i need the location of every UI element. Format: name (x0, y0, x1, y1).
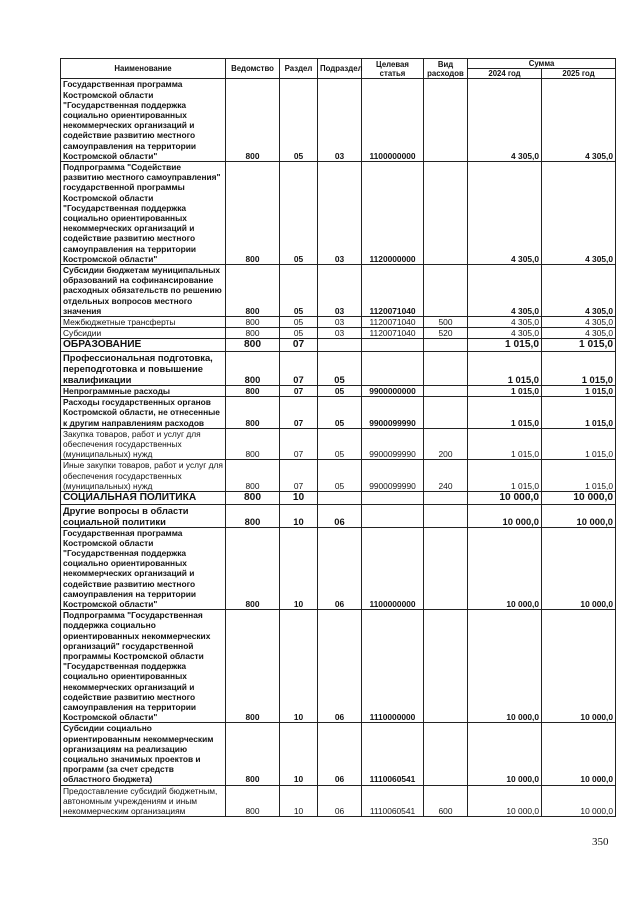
row-department-cell: 800 (226, 317, 280, 328)
row-department-cell: 800 (226, 785, 280, 817)
row-department-cell: 800 (226, 328, 280, 339)
row-section-cell: 05 (280, 162, 318, 265)
row-amount-2024-cell: 10 000,0 (468, 504, 542, 527)
row-target-cell: 9900099990 (362, 460, 424, 492)
row-subsection-cell: 05 (318, 397, 362, 429)
row-expense-type-cell: 500 (424, 317, 468, 328)
row-section-cell: 10 (280, 723, 318, 785)
row-amount-2024-cell: 1 015,0 (468, 339, 542, 352)
row-expense-type-cell (424, 492, 468, 505)
row-section-cell: 05 (280, 265, 318, 317)
row-section-cell: 10 (280, 610, 318, 723)
row-name-cell: Субсидии социально ориентированным некоммерческим организациям на реализацию социально значимых проектов и программ (за счет средств областного бюджета) (61, 723, 226, 785)
row-subsection-cell: 03 (318, 162, 362, 265)
page-number: 350 (592, 836, 609, 848)
row-department-cell: 800 (226, 723, 280, 785)
row-department-cell: 800 (226, 527, 280, 610)
row-name-cell: Государственная программа Костромской области "Государственная поддержка социально ориентированных некоммерческих организаций и содействие развитию местного самоуправления на территории Костромской области" (61, 527, 226, 610)
row-amount-2024-cell: 4 305,0 (468, 79, 542, 162)
row-department-cell: 800 (226, 504, 280, 527)
row-department-cell: 800 (226, 397, 280, 429)
row-section-cell: 07 (280, 339, 318, 352)
row-amount-2024-cell: 4 305,0 (468, 317, 542, 328)
row-name-cell: Подпрограмма "Государственная поддержка социально ориентированных некоммерческих организаций" государственной программы Костромской области "Государственная поддержка социально ориентированных некоммерческих организаций и содействие развитию местного самоуправления на территории Костромской области" (61, 610, 226, 723)
row-amount-2024-cell: 1 015,0 (468, 460, 542, 492)
row-expense-type-cell (424, 397, 468, 429)
table-row (61, 162, 616, 265)
header-sum: Сумма (468, 59, 616, 69)
row-target-cell (362, 339, 424, 352)
row-section-cell: 07 (280, 428, 318, 460)
row-amount-2024-cell: 10 000,0 (468, 785, 542, 817)
header-year-2025: 2025 год (542, 69, 616, 79)
row-subsection-cell: 05 (318, 351, 362, 385)
header-target: Целевая статья (362, 59, 424, 79)
row-amount-2025-cell: 10 000,0 (542, 527, 616, 610)
header-department: Ведомство (226, 59, 280, 79)
row-name-cell: Межбюджетные трансферты (61, 317, 226, 328)
row-amount-2024-cell: 4 305,0 (468, 328, 542, 339)
table-row (61, 492, 616, 505)
row-amount-2025-cell: 10 000,0 (542, 492, 616, 505)
row-target-cell: 9900000000 (362, 385, 424, 396)
row-name-cell: Непрограммные расходы (61, 385, 226, 396)
row-name-cell: Закупка товаров, работ и услуг для обеспечения государственных (муниципальных) нужд (61, 428, 226, 460)
row-section-cell: 05 (280, 317, 318, 328)
table-row (61, 527, 616, 610)
row-name-cell: Расходы государственных органов Костромской области, не отнесенные к другим направлениям расходов (61, 397, 226, 429)
row-subsection-cell: 03 (318, 265, 362, 317)
table-row (61, 785, 616, 817)
row-name-cell: Иные закупки товаров, работ и услуг для обеспечения государственных (муниципальных) нужд (61, 460, 226, 492)
header-subsection: Подраздел (318, 59, 362, 79)
row-amount-2024-cell: 1 015,0 (468, 428, 542, 460)
row-amount-2025-cell: 4 305,0 (542, 162, 616, 265)
row-expense-type-cell (424, 527, 468, 610)
row-expense-type-cell (424, 79, 468, 162)
row-amount-2025-cell: 1 015,0 (542, 339, 616, 352)
row-subsection-cell: 06 (318, 723, 362, 785)
row-target-cell: 1120071040 (362, 328, 424, 339)
row-section-cell: 10 (280, 785, 318, 817)
row-subsection-cell: 05 (318, 385, 362, 396)
row-section-cell: 07 (280, 351, 318, 385)
row-department-cell: 800 (226, 265, 280, 317)
row-subsection-cell: 03 (318, 79, 362, 162)
row-expense-type-cell (424, 610, 468, 723)
row-amount-2025-cell: 1 015,0 (542, 460, 616, 492)
row-subsection-cell: 06 (318, 527, 362, 610)
row-expense-type-cell: 200 (424, 428, 468, 460)
budget-table (60, 58, 616, 817)
row-expense-type-cell (424, 723, 468, 785)
row-name-cell: Государственная программа Костромской области "Государственная поддержка социально ориентированных некоммерческих организаций и содействие развитию местного самоуправления на территории Костромской области" (61, 79, 226, 162)
row-amount-2024-cell: 10 000,0 (468, 723, 542, 785)
row-amount-2025-cell: 10 000,0 (542, 504, 616, 527)
header-expense-type: Вид расходов (424, 59, 468, 79)
table-row (61, 265, 616, 317)
header-name: Наименование (61, 59, 226, 79)
header-row (61, 59, 616, 69)
row-department-cell: 800 (226, 79, 280, 162)
row-department-cell: 800 (226, 610, 280, 723)
row-target-cell: 1100000000 (362, 527, 424, 610)
row-name-cell: ОБРАЗОВАНИЕ (61, 339, 226, 352)
row-target-cell: 9900099990 (362, 428, 424, 460)
row-subsection-cell (318, 492, 362, 505)
row-amount-2025-cell: 1 015,0 (542, 351, 616, 385)
table-row (61, 460, 616, 492)
table-row (61, 385, 616, 396)
row-target-cell (362, 492, 424, 505)
table-row (61, 504, 616, 527)
row-amount-2025-cell: 4 305,0 (542, 265, 616, 317)
row-target-cell: 1120071040 (362, 317, 424, 328)
row-target-cell: 1120071040 (362, 265, 424, 317)
table-row (61, 397, 616, 429)
table-row (61, 428, 616, 460)
row-expense-type-cell (424, 265, 468, 317)
row-amount-2025-cell: 10 000,0 (542, 610, 616, 723)
row-target-cell: 1110060541 (362, 723, 424, 785)
row-target-cell: 1110060541 (362, 785, 424, 817)
row-subsection-cell (318, 339, 362, 352)
row-name-cell: Субсидии бюджетам муниципальных образований на софинансирование расходных обязательств по решению отдельных вопросов местного значения (61, 265, 226, 317)
row-target-cell (362, 504, 424, 527)
row-department-cell: 800 (226, 492, 280, 505)
row-amount-2024-cell: 4 305,0 (468, 162, 542, 265)
row-amount-2025-cell: 1 015,0 (542, 385, 616, 396)
row-subsection-cell: 03 (318, 317, 362, 328)
row-target-cell: 9900099990 (362, 397, 424, 429)
row-section-cell: 07 (280, 460, 318, 492)
row-expense-type-cell (424, 385, 468, 396)
row-section-cell: 05 (280, 79, 318, 162)
row-expense-type-cell (424, 504, 468, 527)
row-section-cell: 10 (280, 527, 318, 610)
row-section-cell: 05 (280, 328, 318, 339)
row-name-cell: Другие вопросы в области социальной политики (61, 504, 226, 527)
row-subsection-cell: 03 (318, 328, 362, 339)
row-amount-2025-cell: 10 000,0 (542, 723, 616, 785)
row-department-cell: 800 (226, 351, 280, 385)
row-amount-2025-cell: 1 015,0 (542, 397, 616, 429)
row-expense-type-cell (424, 339, 468, 352)
row-section-cell: 10 (280, 504, 318, 527)
row-amount-2024-cell: 4 305,0 (468, 265, 542, 317)
row-subsection-cell: 05 (318, 460, 362, 492)
row-department-cell: 800 (226, 162, 280, 265)
row-name-cell: Предоставление субсидий бюджетным, автономным учреждениям и иным некоммерческим организациям (61, 785, 226, 817)
row-target-cell (362, 351, 424, 385)
table-row (61, 328, 616, 339)
row-amount-2025-cell: 4 305,0 (542, 79, 616, 162)
row-target-cell: 1120000000 (362, 162, 424, 265)
table-row (61, 351, 616, 385)
row-amount-2025-cell: 1 015,0 (542, 428, 616, 460)
table-row (61, 79, 616, 162)
row-department-cell: 800 (226, 428, 280, 460)
row-amount-2024-cell: 1 015,0 (468, 351, 542, 385)
row-department-cell: 800 (226, 460, 280, 492)
table-row (61, 339, 616, 352)
row-expense-type-cell: 240 (424, 460, 468, 492)
row-target-cell: 1100000000 (362, 79, 424, 162)
row-target-cell: 1110000000 (362, 610, 424, 723)
table-row (61, 610, 616, 723)
row-department-cell: 800 (226, 339, 280, 352)
row-subsection-cell: 06 (318, 610, 362, 723)
row-subsection-cell: 06 (318, 504, 362, 527)
row-amount-2025-cell: 10 000,0 (542, 785, 616, 817)
row-expense-type-cell: 600 (424, 785, 468, 817)
row-amount-2024-cell: 1 015,0 (468, 397, 542, 429)
row-amount-2024-cell: 1 015,0 (468, 385, 542, 396)
row-department-cell: 800 (226, 385, 280, 396)
row-amount-2025-cell: 4 305,0 (542, 317, 616, 328)
row-subsection-cell: 05 (318, 428, 362, 460)
row-amount-2024-cell: 10 000,0 (468, 610, 542, 723)
row-expense-type-cell: 520 (424, 328, 468, 339)
row-name-cell: Субсидии (61, 328, 226, 339)
row-expense-type-cell (424, 351, 468, 385)
header-section: Раздел (280, 59, 318, 79)
row-section-cell: 10 (280, 492, 318, 505)
row-amount-2025-cell: 4 305,0 (542, 328, 616, 339)
row-amount-2024-cell: 10 000,0 (468, 527, 542, 610)
row-subsection-cell: 06 (318, 785, 362, 817)
table-row (61, 723, 616, 785)
row-expense-type-cell (424, 162, 468, 265)
table-row (61, 317, 616, 328)
row-name-cell: Подпрограмма "Содействие развитию местного самоуправления" государственной программы Костромской области "Государственная поддержка социально ориентированных некоммерческих организаций и содействие развитию местного самоуправления на территории Костромской области" (61, 162, 226, 265)
row-name-cell: Профессиональная подготовка, переподготовка и повышение квалификации (61, 351, 226, 385)
header-year-2024: 2024 год (468, 69, 542, 79)
row-section-cell: 07 (280, 385, 318, 396)
row-section-cell: 07 (280, 397, 318, 429)
row-name-cell: СОЦИАЛЬНАЯ ПОЛИТИКА (61, 492, 226, 505)
row-amount-2024-cell: 10 000,0 (468, 492, 542, 505)
